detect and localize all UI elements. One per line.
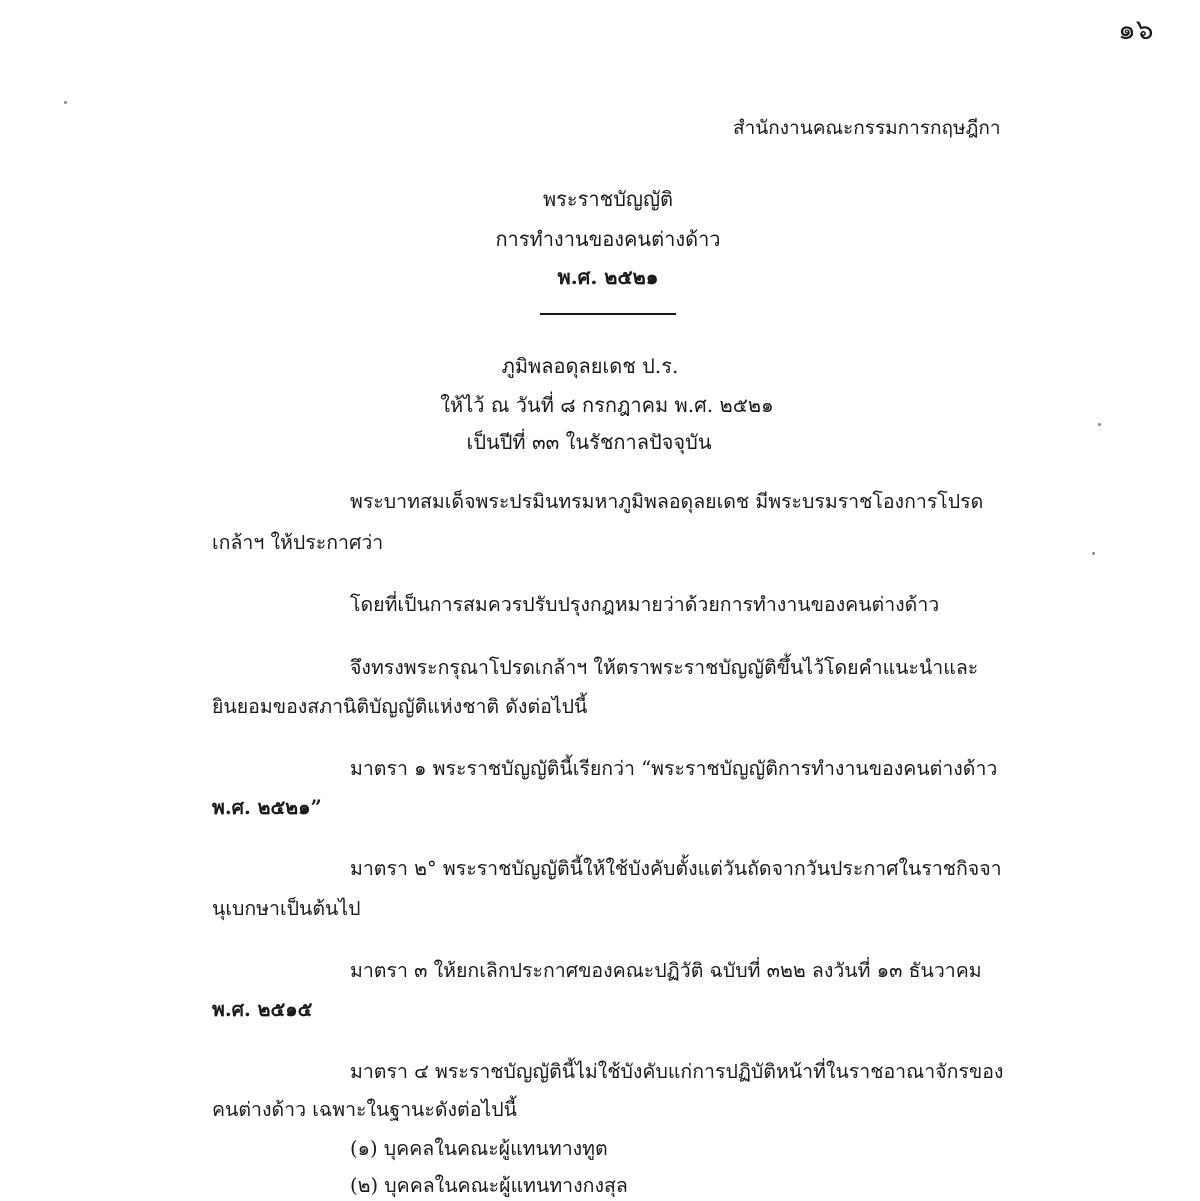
page-number: ๑๖ xyxy=(1118,13,1154,46)
scan-speck xyxy=(1092,552,1095,555)
royal-signature: ภูมิพลอดุลยเดช ป.ร. xyxy=(501,354,679,378)
section4-line2: คนต่างด้าว เฉพาะในฐานะดังต่อไปนี้ xyxy=(212,1098,517,1121)
section2-line1: มาตรา ๒° พระราชบัญญัตินี้ให้ใช้บังคับตั้งแต่วันถัดจากวันประกาศในราชกิจจา xyxy=(350,857,1002,880)
preamble-line2: เกล้าฯ ให้ประกาศว่า xyxy=(212,531,384,554)
reign-year: เป็นปีที่ ๓๓ ในรัชกาลปัจจุบัน xyxy=(466,430,712,454)
section4-line1: มาตรา ๔ พระราชบัญญัตินี้ไม่ใช้บังคับแก่การปฏิบัติหน้าที่ในราชอาณาจักรของ xyxy=(350,1060,1004,1083)
scan-speck xyxy=(64,101,67,104)
given-date: ให้ไว้ ณ วันที่ ๘ กรกฎาคม พ.ศ. ๒๕๒๑ xyxy=(440,393,774,417)
preamble-line1: พระบาทสมเด็จพระปรมินทรมหาภูมิพลอดุลยเดช มีพระบรมราชโองการโปรด xyxy=(350,490,984,513)
list-item: (๒) บุคคลในคณะผู้แทนทางกงสุล xyxy=(350,1174,628,1197)
section2-line2: นุเบกษาเป็นต้นไป xyxy=(212,897,361,920)
list-item: (๑) บุคคลในคณะผู้แทนทางทูต xyxy=(350,1137,608,1160)
enactment-line2: ยินยอมของสภานิติบัญญัติแห่งชาติ ดังต่อไปนี้ xyxy=(212,695,588,718)
section3-line1: มาตรา ๓ ให้ยกเลิกประกาศของคณะปฏิวัติ ฉบับที่ ๓๒๒ ลงวันที่ ๑๓ ธันวาคม xyxy=(350,959,982,982)
section3-line2: พ.ศ. ๒๕๑๕ xyxy=(212,998,313,1021)
title-divider xyxy=(540,313,676,315)
agency-header: สำนักงานคณะกรรมการกฤษฎีกา xyxy=(733,117,1001,139)
act-title-line1: พระราชบัญญัติ xyxy=(543,187,673,211)
act-title-line2: การทำงานของคนต่างด้าว xyxy=(495,227,721,251)
act-title-year: พ.ศ. ๒๕๒๑ xyxy=(557,265,659,289)
reason-line: โดยที่เป็นการสมควรปรับปรุงกฎหมายว่าด้วยการทำงานของคนต่างด้าว xyxy=(350,593,940,616)
section1-line1: มาตรา ๑ พระราชบัญญัตินี้เรียกว่า “พระราชบัญญัติการทำงานของคนต่างด้าว xyxy=(350,757,998,780)
enactment-line1: จึงทรงพระกรุณาโปรดเกล้าฯ ให้ตราพระราชบัญญัติขึ้นไว้โดยคำแนะนำและ xyxy=(350,656,979,679)
scan-speck xyxy=(1098,423,1101,426)
section1-line2: พ.ศ. ๒๕๒๑” xyxy=(212,796,322,819)
